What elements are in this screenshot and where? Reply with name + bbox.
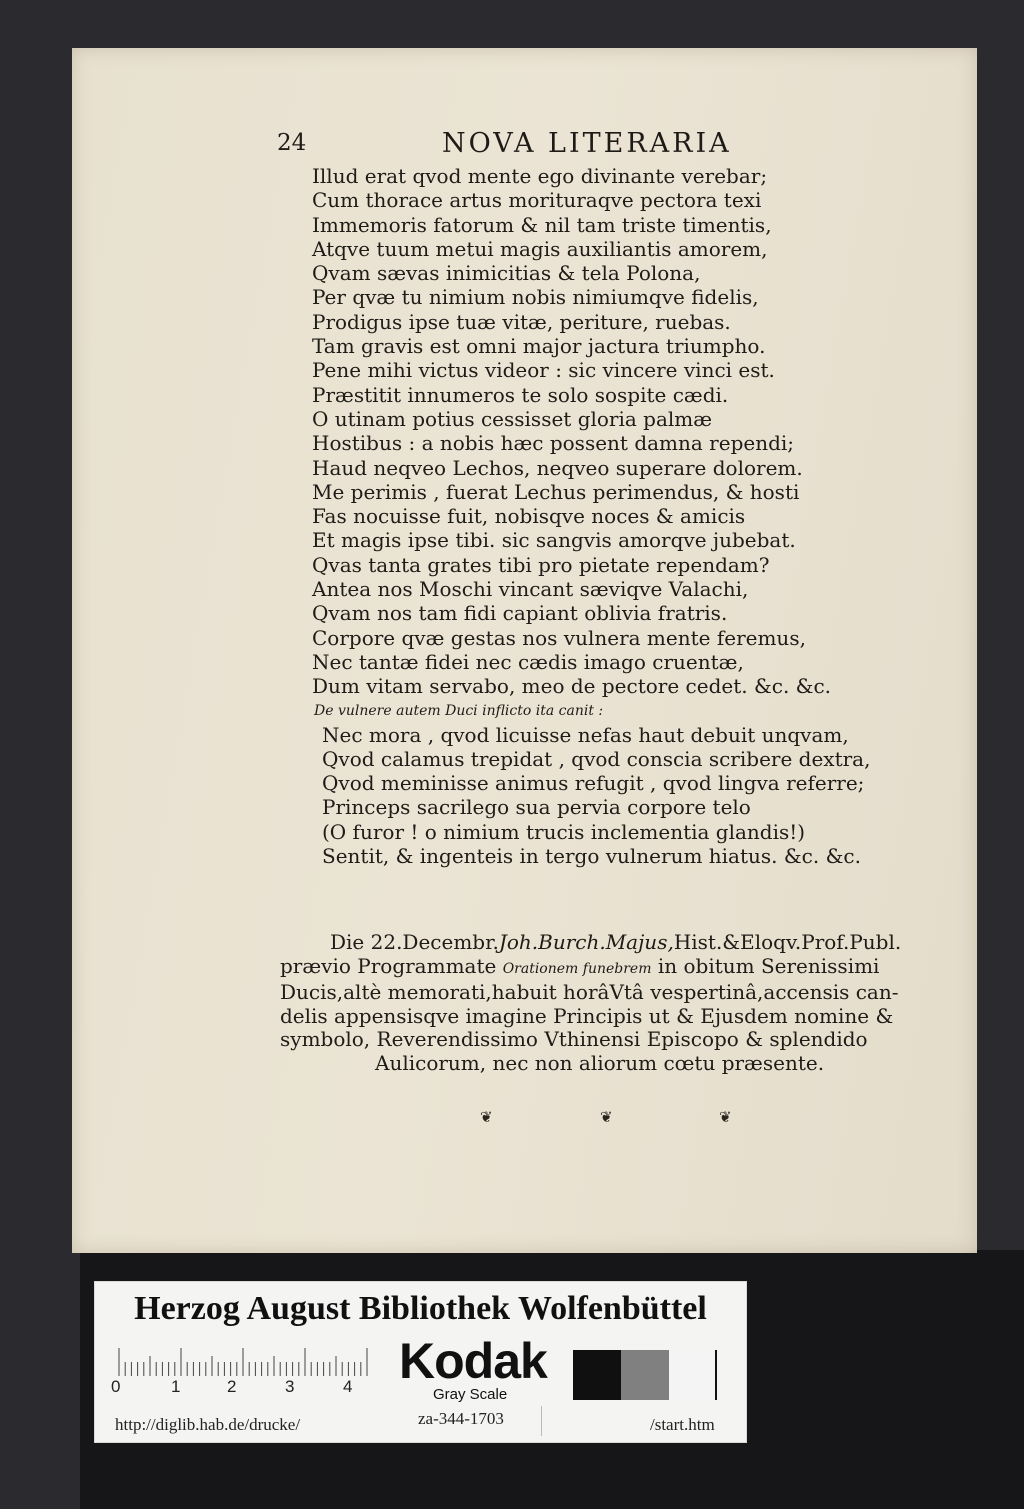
start-url: /start.htm [650,1415,715,1434]
poem-line: Qvod calamus trepidat , qvod conscia scribere dextra, [322,746,871,771]
book-page [72,48,977,1253]
poem-line: Antea nos Moschi vincant sæviqve Valachi, [312,577,749,602]
prose-line [280,955,960,982]
prose-line: symbolo, Reverendissimo Vthinensi Episcopo & splendido [280,1027,868,1051]
poem-line: Præstitit innumeros te solo sospite cædi. [312,382,729,407]
fleuron-icon: ❦ [480,1108,493,1126]
poem-line: Me perimis , fuerat Lechus perimendus, & hosti [312,479,800,504]
running-title: NOVA LITERARIA [442,128,732,159]
shelfmark: za-344-1703 [418,1409,504,1428]
prose-text: Hist.&Eloqv.Prof.Publ. [673,930,902,954]
ruler-label: 4 [343,1377,353,1396]
ruler-labels [95,1377,375,1401]
divider [541,1406,542,1436]
poem-line: Hostibus : a nobis hæc possent damna rependi; [312,431,795,456]
poem-line: Qvam sævas inimicitias & tela Polona, [312,261,701,286]
poem-line: Nec mora , qvod licuisse nefas haut debuit unqvam, [322,722,849,747]
poem-line: Sentit, & ingenteis in tergo vulnerum hiatus. &c. &c. [322,844,861,869]
kodak-logo: Kodak [399,1333,547,1389]
poem-line: Pene mihi victus videor : sic vincere vinci est. [312,358,775,383]
gray-swatch-black [573,1350,621,1400]
poem-line: Prodigus ipse tuæ vitæ, periture, ruebas. [312,309,731,334]
poem-line: Immemoris fatorum & nil tam triste timentis, [312,212,772,237]
ruler-scale-icon [115,1348,375,1376]
poem-line: O utinam potius cessisset gloria palmæ [312,406,713,431]
poem-line: Per qvæ tu nimium nobis nimiumqve fidelis, [312,285,759,310]
poem-line: Dum vitam servabo, meo de pectore cedet. &c. &c. [312,674,832,699]
gray-scale-label: Gray Scale [433,1386,508,1403]
poem-line: Illud erat qvod mente ego divinante verebar; [312,164,768,188]
poem-line: Tam gravis est omni major jactura triumpho. [312,334,766,359]
poem-line: Atqve tuum metui magis auxiliantis amorem, [312,236,768,261]
poem-line: Qvam nos tam fidi capiant oblivia fratris. [312,601,728,626]
work-title: Orationem funebrem [502,960,652,977]
prose-line: delis appensisqve imagine Principis ut & Ejusdem nomine & [280,1003,894,1028]
author-name: Joh.Burch.Majus, [498,930,674,954]
poem-line: Princeps sacrilego sua pervia corpore telo [322,795,751,820]
fleuron-icon: ❦ [600,1108,613,1126]
poem-line: Corpore qvæ gestas nos vulnera mente feremus, [312,625,806,650]
poem-line: Haud neqveo Lechos, neqveo superare dolorem. [312,455,803,480]
italic-intro-line: De vulnere autem Duci inflicto ita canit : [314,702,604,719]
prose-line: Aulicorum, nec non aliorum cœtu præsente. [375,1050,825,1075]
gray-scale-swatches [573,1350,719,1400]
prose-text: prævio Programmate [280,953,503,978]
poem-text [312,164,962,868]
prose-text: in obitum Serenissimi [651,953,880,978]
poem-line: Nec tantæ fidei nec cædis imago cruentæ, [312,649,744,674]
poem-line: (O furor ! o nimium trucis inclementia glandis!) [322,819,806,844]
fleuron-icon: ❦ [719,1108,732,1126]
ruler-label: 1 [171,1377,181,1396]
calibration-target-card [95,1282,746,1442]
poem-line: Cum thorace artus morituraqve pectora texi [312,188,762,213]
poem-line: Fas nocuisse fuit, nobisqve noces & amicis [312,504,746,529]
poem-line: Qvod meminisse animus refugit , qvod lingva referre; [322,771,865,796]
poem-line: Qvas tanta grates tibi pro pietate rependam? [312,552,770,577]
gray-swatch-mid [621,1350,669,1400]
ornament-row [72,1108,977,1138]
gray-swatch-white [669,1350,717,1400]
library-name: Herzog August Bibliothek Wolfenbüttel [134,1290,707,1327]
ruler-label: 0 [111,1377,121,1396]
prose-paragraph [280,931,960,1075]
prose-line: Ducis,altè memorati,habuit horâVtâ vespertinâ,accensis can- [280,980,899,1004]
ruler-label: 2 [227,1377,237,1396]
ruler-label: 3 [285,1377,295,1396]
poem-line: Et magis ipse tibi. sic sangvis amorqve jubebat. [312,528,796,553]
prose-text: Die 22.Decembr. [330,930,499,954]
page-number: 24 [277,130,307,156]
prose-line [280,931,960,955]
source-url: http://diglib.hab.de/drucke/ [115,1415,301,1434]
